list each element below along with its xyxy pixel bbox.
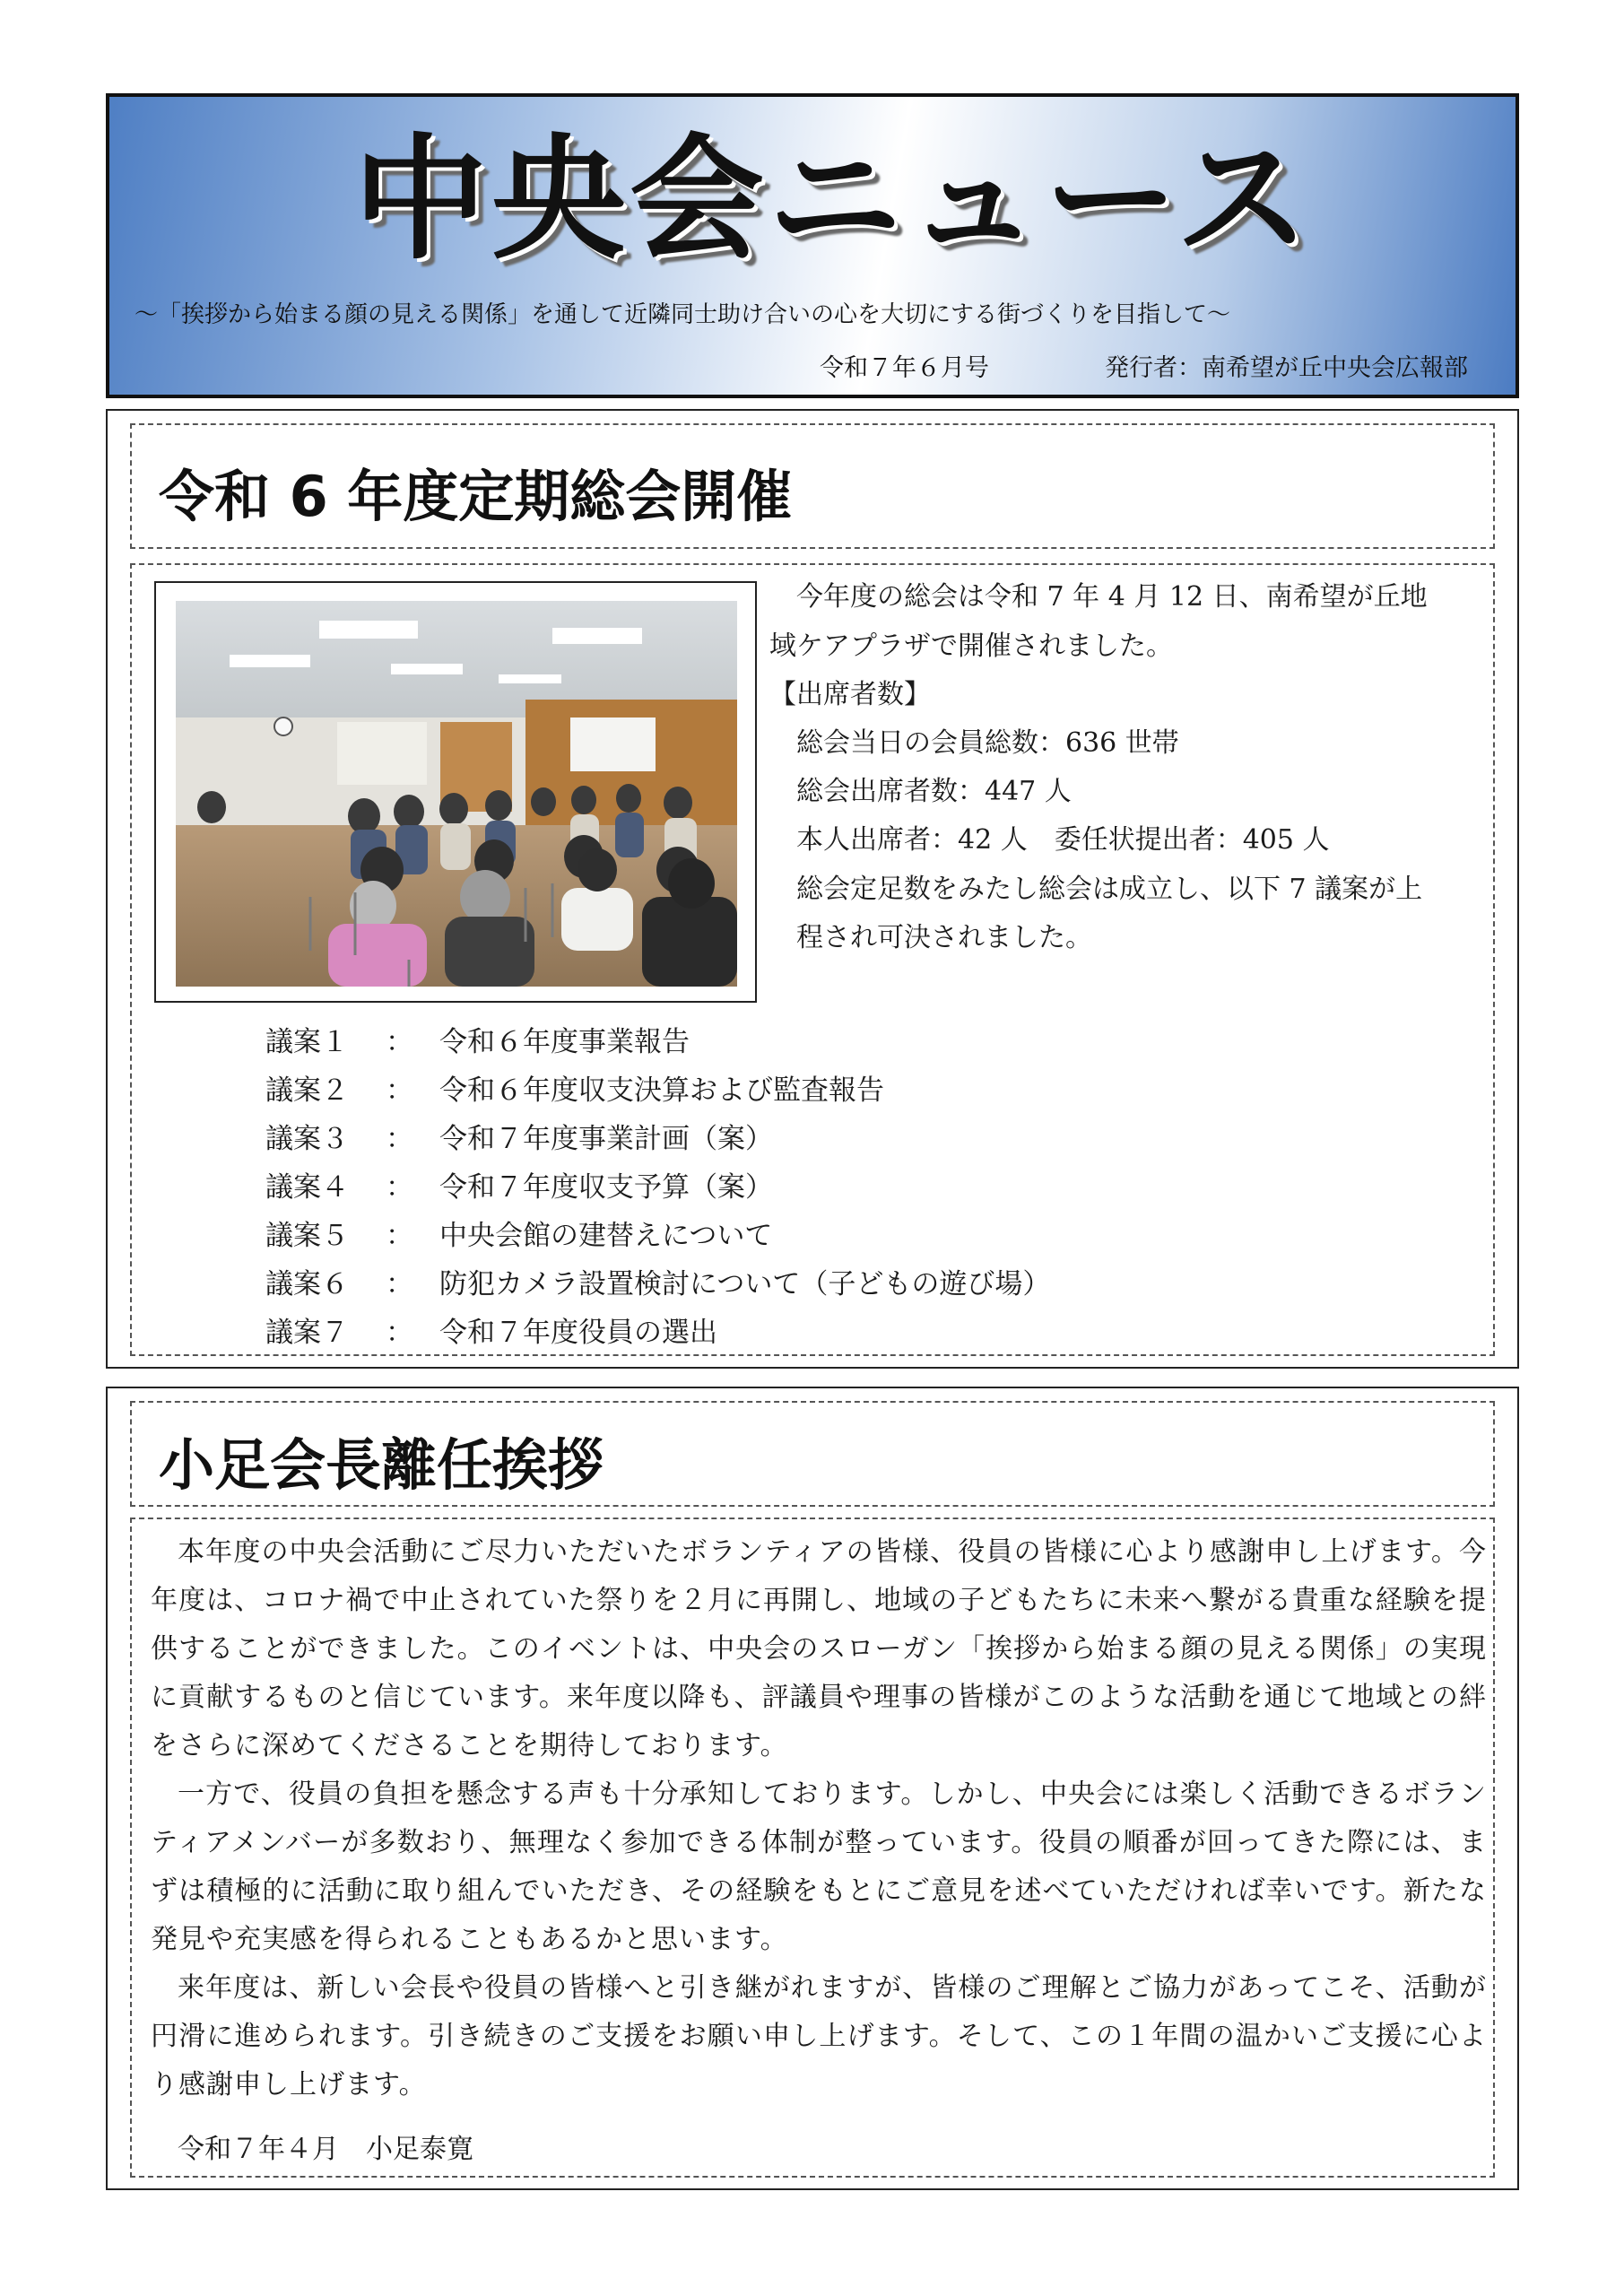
publisher-line: 発行者：南希望が丘中央会広報部: [1105, 354, 1468, 382]
meeting-text-line-8: 程され可決されました。: [796, 922, 1092, 953]
section1-title: 令和 6 年度定期総会開催: [159, 464, 793, 529]
agenda-number: 議案６: [265, 1268, 349, 1300]
agenda-separator: ：: [386, 1171, 413, 1204]
agenda-number: 議案５: [265, 1220, 349, 1252]
issue-date: 令和７年６月号: [820, 354, 989, 382]
agenda-number: 議案３: [265, 1123, 349, 1155]
meeting-text-line-2: 域ケアプラザで開催されました。: [769, 631, 1173, 662]
agenda-item-text: 令和７年度収支予算（案）: [439, 1171, 773, 1204]
agenda-item-text: 令和６年度事業報告: [439, 1026, 690, 1058]
agenda-separator: ：: [386, 1268, 413, 1300]
farewell-paragraph-1: 本年度の中央会活動にご尽力いただいたボランティアの皆様、役員の皆様に心より感謝申し上げます。今年度は、コロナ禍で中止されていた祭りを２月に再開し、地域の子どもたちに未来へ繋がる貴重な経験を提供することができました。このイベントは、中央会のスローガン「挨拶から始まる顔の見える関係」の実現に貢献するものと信じています。来年度以降も、評議員や理事の皆様がこのような活動を通じて地域との絆をさらに深めてくださることを期待しております。: [151, 1536, 1487, 1761]
attendance-heading: 【出席者数】: [769, 679, 931, 710]
farewell-paragraph-3: 来年度は、新しい会長や役員の皆様へと引き継がれますが、皆様のご理解とご協力があってこそ、活動が円滑に進められます。引き続きのご支援をお願い申し上げます。そして、この１年間の温かいご支援に心より感謝申し上げます。: [151, 1972, 1487, 2100]
agenda-number: 議案１: [265, 1026, 349, 1058]
agenda-separator: ：: [386, 1220, 413, 1252]
meeting-photo-image: [176, 601, 737, 987]
section2-title: 小足会長離任挨拶: [159, 1432, 604, 1498]
agenda-item-text: 令和６年度収支決算および監査報告: [439, 1074, 884, 1107]
agenda-separator: ：: [386, 1123, 413, 1155]
agenda-number: 議案７: [265, 1317, 349, 1349]
attendee-total: 総会出席者数：447 人: [796, 776, 1072, 807]
member-total: 総会当日の会員総数：636 世帯: [796, 727, 1179, 759]
meeting-text-line-7: 総会定足数をみたし総会は成立し、以下 7 議案が上: [796, 874, 1423, 905]
newsletter-header: [106, 93, 1519, 398]
section1-title-box: [130, 423, 1495, 549]
section2-title-box: [130, 1401, 1495, 1507]
agenda-number: 議案４: [265, 1171, 349, 1204]
agenda-number: 議案２: [265, 1074, 349, 1107]
farewell-paragraph-2: 一方で、役員の負担を懸念する声も十分承知しております。しかし、中央会には楽しく活動できるボランティアメンバーが多数おり、無理なく参加できる体制が整っています。役員の順番が回ってきた際には、まずは積極的に活動に取り組んでいただき、その経験をもとにご意見を述べていただければ幸いです。新たな発見や充実感を得られることもあるかと思います。: [151, 1779, 1487, 1955]
agenda-separator: ：: [386, 1317, 413, 1349]
agenda-separator: ：: [386, 1026, 413, 1058]
agenda-separator: ：: [386, 1074, 413, 1107]
agenda-item-text: 中央会館の建替えについて: [439, 1220, 773, 1252]
masthead-title: 中央会ニュース: [353, 122, 1314, 278]
meeting-text-line-1: 今年度の総会は令和 7 年 4 月 12 日、南希望が丘地: [796, 581, 1428, 613]
agenda-item-text: 防犯カメラ設置検討について（子どもの遊び場）: [439, 1268, 1051, 1300]
slogan-subtitle: ～「挨拶から始まる顔の見える関係」を通して近隣同士助け合いの心を大切にする街づくりを目指して～: [135, 301, 1231, 328]
farewell-signature: 令和７年４月 小足泰寛: [178, 2134, 473, 2165]
agenda-item-text: 令和７年度事業計画（案）: [439, 1123, 773, 1155]
meeting-photo: [154, 581, 757, 1003]
agenda-item-text: 令和７年度役員の選出: [439, 1317, 717, 1349]
attendee-breakdown: 本人出席者：42 人 委任状提出者：405 人: [796, 824, 1330, 856]
